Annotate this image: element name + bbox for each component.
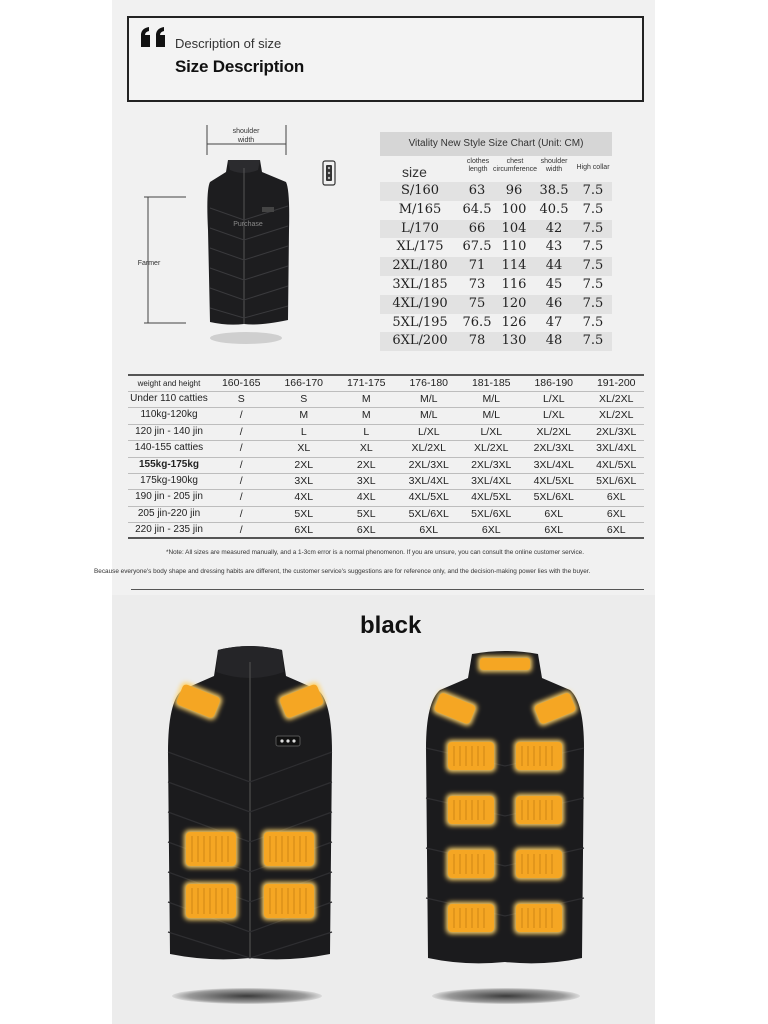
recommendation-row bbox=[128, 506, 644, 522]
size-chart-row bbox=[380, 332, 612, 351]
height-range-header: 181-185 bbox=[471, 377, 511, 389]
size-chart-header bbox=[380, 156, 612, 182]
recommended-size-cell: L bbox=[363, 425, 370, 438]
recommended-size-cell: / bbox=[239, 524, 243, 537]
measurement-cell: 120 bbox=[501, 295, 527, 311]
recommended-size-cell: 6XL bbox=[606, 491, 626, 504]
vest-front-image bbox=[160, 642, 340, 972]
header-subtitle: Description of size bbox=[175, 36, 282, 51]
measurement-cell: 40.5 bbox=[539, 201, 569, 217]
recommended-size-cell: 3XL/4XL bbox=[408, 474, 449, 487]
recommended-size-cell: 4XL bbox=[294, 491, 314, 504]
measurement-cell: 78 bbox=[468, 333, 486, 349]
size-cell: 3XL/185 bbox=[392, 276, 448, 292]
size-chart-row bbox=[380, 238, 612, 257]
measurement-cell: 7.5 bbox=[582, 276, 604, 292]
recommendation-row bbox=[128, 407, 644, 423]
disclaimer-note: Because everyone's body shape and dressing habits are different, the customer service's suggestions are for reference only, and the decision-making power lies with the buyer. bbox=[94, 568, 591, 575]
size-cell: M/165 bbox=[398, 201, 442, 217]
size-recommendation-table bbox=[128, 374, 644, 539]
recommended-size-cell: L bbox=[300, 425, 307, 438]
chest-column-header: chest circumference bbox=[493, 158, 537, 173]
height-range-header: 191-200 bbox=[596, 377, 636, 389]
recommended-size-cell: 4XL/5XL bbox=[596, 458, 637, 471]
height-range-header: 171-175 bbox=[346, 377, 386, 389]
recommendation-row bbox=[128, 473, 644, 489]
size-chart-rows bbox=[380, 182, 612, 351]
measurement-cell: 7.5 bbox=[582, 333, 604, 349]
size-description-header bbox=[127, 16, 644, 102]
measurement-cell: 45 bbox=[545, 276, 563, 292]
recommendation-row bbox=[128, 391, 644, 407]
recommended-size-cell: 6XL bbox=[606, 524, 626, 537]
recommended-size-cell: / bbox=[239, 474, 243, 487]
recommended-size-cell: / bbox=[239, 458, 243, 471]
measurement-cell: 130 bbox=[501, 333, 527, 349]
size-chart-title: Vitality New Style Size Chart (Unit: CM) bbox=[380, 132, 612, 156]
measurement-cell: 96 bbox=[505, 183, 523, 198]
recommended-size-cell: / bbox=[239, 442, 243, 455]
recommended-size-cell: L/XL bbox=[542, 393, 565, 405]
recommended-size-cell: 3XL/4XL bbox=[596, 442, 637, 455]
recommended-size-cell: M bbox=[299, 409, 309, 422]
recommended-size-cell: 4XL/5XL bbox=[533, 474, 574, 487]
weight-range-label: Under 110 catties bbox=[130, 393, 208, 404]
weight-range-label: 190 jin - 205 jin bbox=[135, 491, 203, 503]
measurement-cell: 64.5 bbox=[462, 201, 492, 217]
center-label: Purchase bbox=[233, 221, 263, 228]
recommended-size-cell: 2XL bbox=[356, 458, 376, 471]
vest-back-image bbox=[420, 648, 590, 973]
measurement-cell: 76.5 bbox=[462, 314, 492, 330]
recommended-size-cell: 5XL/6XL bbox=[471, 507, 512, 520]
measurement-cell: 47 bbox=[545, 314, 563, 330]
recommended-size-cell: 5XL bbox=[294, 507, 314, 520]
recommended-size-cell: S bbox=[237, 393, 245, 405]
shoulder-column-header: shoulder width bbox=[540, 158, 568, 173]
recommended-size-cell: L/XL bbox=[480, 425, 503, 438]
recommended-size-cell: 5XL bbox=[356, 507, 376, 520]
measurement-cell: 73 bbox=[468, 276, 486, 292]
recommended-size-cell: / bbox=[239, 425, 243, 438]
vest-back-shadow bbox=[432, 988, 580, 1004]
weight-range-label: 175kg-190kg bbox=[140, 474, 198, 486]
measurement-cell: 63 bbox=[468, 183, 486, 198]
recommended-size-cell: 6XL bbox=[419, 524, 439, 537]
length-column-header: clothes length bbox=[466, 158, 490, 173]
size-chart-row bbox=[380, 220, 612, 239]
measurement-cell: 66 bbox=[468, 220, 486, 236]
recommended-size-cell: M bbox=[361, 393, 371, 405]
recommended-size-cell: 6XL bbox=[544, 524, 564, 537]
recommended-size-cell: 3XL/4XL bbox=[471, 474, 512, 487]
measurement-cell: 116 bbox=[501, 276, 527, 292]
vest-front-shadow bbox=[172, 988, 322, 1004]
controller-button-icon bbox=[322, 160, 336, 186]
size-cell: 2XL/180 bbox=[392, 258, 448, 274]
measurement-cell: 7.5 bbox=[582, 201, 604, 217]
measurement-cell: 7.5 bbox=[582, 295, 604, 311]
recommended-size-cell: M bbox=[361, 409, 371, 422]
weight-range-label: 110kg-120kg bbox=[140, 409, 198, 421]
recommended-size-cell: XL/2XL bbox=[411, 442, 446, 455]
weight-range-label: 205 jin-220 jin bbox=[137, 507, 201, 519]
recommendation-row bbox=[128, 489, 644, 505]
size-chart-row bbox=[380, 314, 612, 333]
measurement-cell: 104 bbox=[501, 220, 527, 236]
measurement-cell: 110 bbox=[501, 239, 527, 255]
size-chart-row bbox=[380, 276, 612, 295]
recommended-size-cell: M/L bbox=[419, 409, 438, 422]
measurement-cell: 7.5 bbox=[582, 314, 604, 330]
height-range-header: 186-190 bbox=[534, 377, 574, 389]
color-label: black bbox=[360, 612, 422, 639]
recommendation-rows bbox=[128, 391, 644, 539]
recommended-size-cell: XL/2XL bbox=[536, 425, 571, 438]
quote-icon bbox=[139, 26, 169, 48]
recommended-size-cell: 2XL/3XL bbox=[596, 425, 637, 438]
measurement-cell: 71 bbox=[468, 258, 486, 274]
recommended-size-cell: XL/2XL bbox=[599, 409, 634, 422]
measurement-cell: 46 bbox=[545, 295, 563, 311]
size-cell: S/160 bbox=[400, 183, 440, 198]
recommendation-row bbox=[128, 440, 644, 456]
recommended-size-cell: 6XL bbox=[606, 507, 626, 520]
measurement-cell: 42 bbox=[545, 220, 563, 236]
recommended-size-cell: 6XL bbox=[356, 524, 376, 537]
recommendation-row bbox=[128, 522, 644, 538]
recommended-size-cell: 2XL/3XL bbox=[471, 458, 512, 471]
size-chart-row bbox=[380, 257, 612, 276]
measurement-cell: 100 bbox=[501, 201, 527, 217]
recommended-size-cell: 2XL/3XL bbox=[408, 458, 449, 471]
recommended-size-cell: M/L bbox=[419, 393, 438, 405]
size-cell: 6XL/200 bbox=[392, 333, 448, 349]
divider bbox=[131, 589, 644, 590]
weight-range-label: 120 jin - 140 jin bbox=[135, 425, 203, 437]
height-range-header: 176-180 bbox=[409, 377, 449, 389]
measurement-cell: 75 bbox=[468, 295, 486, 311]
size-cell: L/170 bbox=[401, 220, 439, 236]
recommended-size-cell: XL bbox=[359, 442, 373, 455]
recommended-size-cell: 4XL/5XL bbox=[471, 491, 512, 504]
recommended-size-cell: / bbox=[239, 409, 243, 422]
weight-range-label: 140-155 catties bbox=[134, 442, 204, 454]
size-cell: XL/175 bbox=[396, 239, 444, 255]
measurement-cell: 67.5 bbox=[462, 239, 492, 255]
measurement-cell: 38.5 bbox=[539, 183, 569, 198]
measurement-cell: 48 bbox=[545, 333, 563, 349]
recommended-size-cell: 2XL/3XL bbox=[533, 442, 574, 455]
measurement-cell: 7.5 bbox=[582, 239, 604, 255]
recommended-size-cell: XL/2XL bbox=[474, 442, 509, 455]
recommended-size-cell: L/XL bbox=[417, 425, 440, 438]
recommended-size-cell: 4XL bbox=[356, 491, 376, 504]
measurement-cell: 7.5 bbox=[582, 258, 604, 274]
recommended-size-cell: 5XL/6XL bbox=[596, 474, 637, 487]
measurement-cell: 126 bbox=[501, 314, 527, 330]
recommended-size-cell: 6XL bbox=[544, 507, 564, 520]
measurement-cell: 7.5 bbox=[582, 220, 604, 236]
recommended-size-cell: S bbox=[300, 393, 308, 405]
header-title: Size Description bbox=[175, 57, 305, 76]
measurement-cell: 43 bbox=[545, 239, 563, 255]
height-range-header: 166-170 bbox=[284, 377, 324, 389]
recommended-size-cell: XL bbox=[297, 442, 311, 455]
measurement-cell: 44 bbox=[545, 258, 563, 274]
recommended-size-cell: 2XL bbox=[294, 458, 314, 471]
recommended-size-cell: L/XL bbox=[542, 409, 565, 422]
recommended-size-cell: 6XL bbox=[481, 524, 501, 537]
size-chart-row bbox=[380, 295, 612, 314]
size-cell: 4XL/190 bbox=[392, 295, 448, 311]
vest-measurement-illustration bbox=[137, 120, 350, 350]
recommended-size-cell: 6XL bbox=[294, 524, 314, 537]
measurement-cell: 114 bbox=[501, 258, 527, 274]
weight-range-label: 155kg-175kg bbox=[138, 458, 200, 470]
length-label: Farmer bbox=[137, 260, 161, 267]
height-range-header: 160-165 bbox=[221, 377, 261, 389]
recommendation-row bbox=[128, 424, 644, 440]
size-cell: 5XL/195 bbox=[392, 314, 448, 330]
shoulder-width-label: shoulder width bbox=[232, 128, 260, 144]
recommended-size-cell: M/L bbox=[482, 409, 500, 422]
recommended-size-cell: 5XL/6XL bbox=[533, 491, 574, 504]
recommended-size-cell: M/L bbox=[482, 393, 500, 405]
weight-height-label: weight and height bbox=[137, 379, 201, 388]
recommended-size-cell: 5XL/6XL bbox=[408, 507, 449, 520]
recommended-size-cell: 3XL/4XL bbox=[533, 458, 574, 471]
recommended-size-cell: / bbox=[239, 491, 243, 504]
measurement-note: *Note: All sizes are measured manually, and a 1-3cm error is a normal phenomenon. If you are unsure, you can consult the online customer service. bbox=[166, 549, 584, 556]
recommended-size-cell: 3XL bbox=[294, 474, 314, 487]
size-column-header: size bbox=[402, 164, 427, 180]
collar-column-header: High collar bbox=[576, 164, 610, 171]
recommendation-header-row bbox=[128, 374, 644, 391]
size-chart-row bbox=[380, 182, 612, 201]
recommended-size-cell: / bbox=[239, 507, 243, 520]
size-chart bbox=[380, 132, 612, 351]
recommended-size-cell: 4XL/5XL bbox=[408, 491, 449, 504]
recommended-size-cell: XL/2XL bbox=[599, 393, 634, 405]
weight-range-label: 220 jin - 235 jin bbox=[135, 524, 203, 536]
recommended-size-cell: 3XL bbox=[356, 474, 376, 487]
recommendation-row bbox=[128, 457, 644, 473]
size-chart-row bbox=[380, 201, 612, 220]
measurement-cell: 7.5 bbox=[582, 183, 604, 198]
